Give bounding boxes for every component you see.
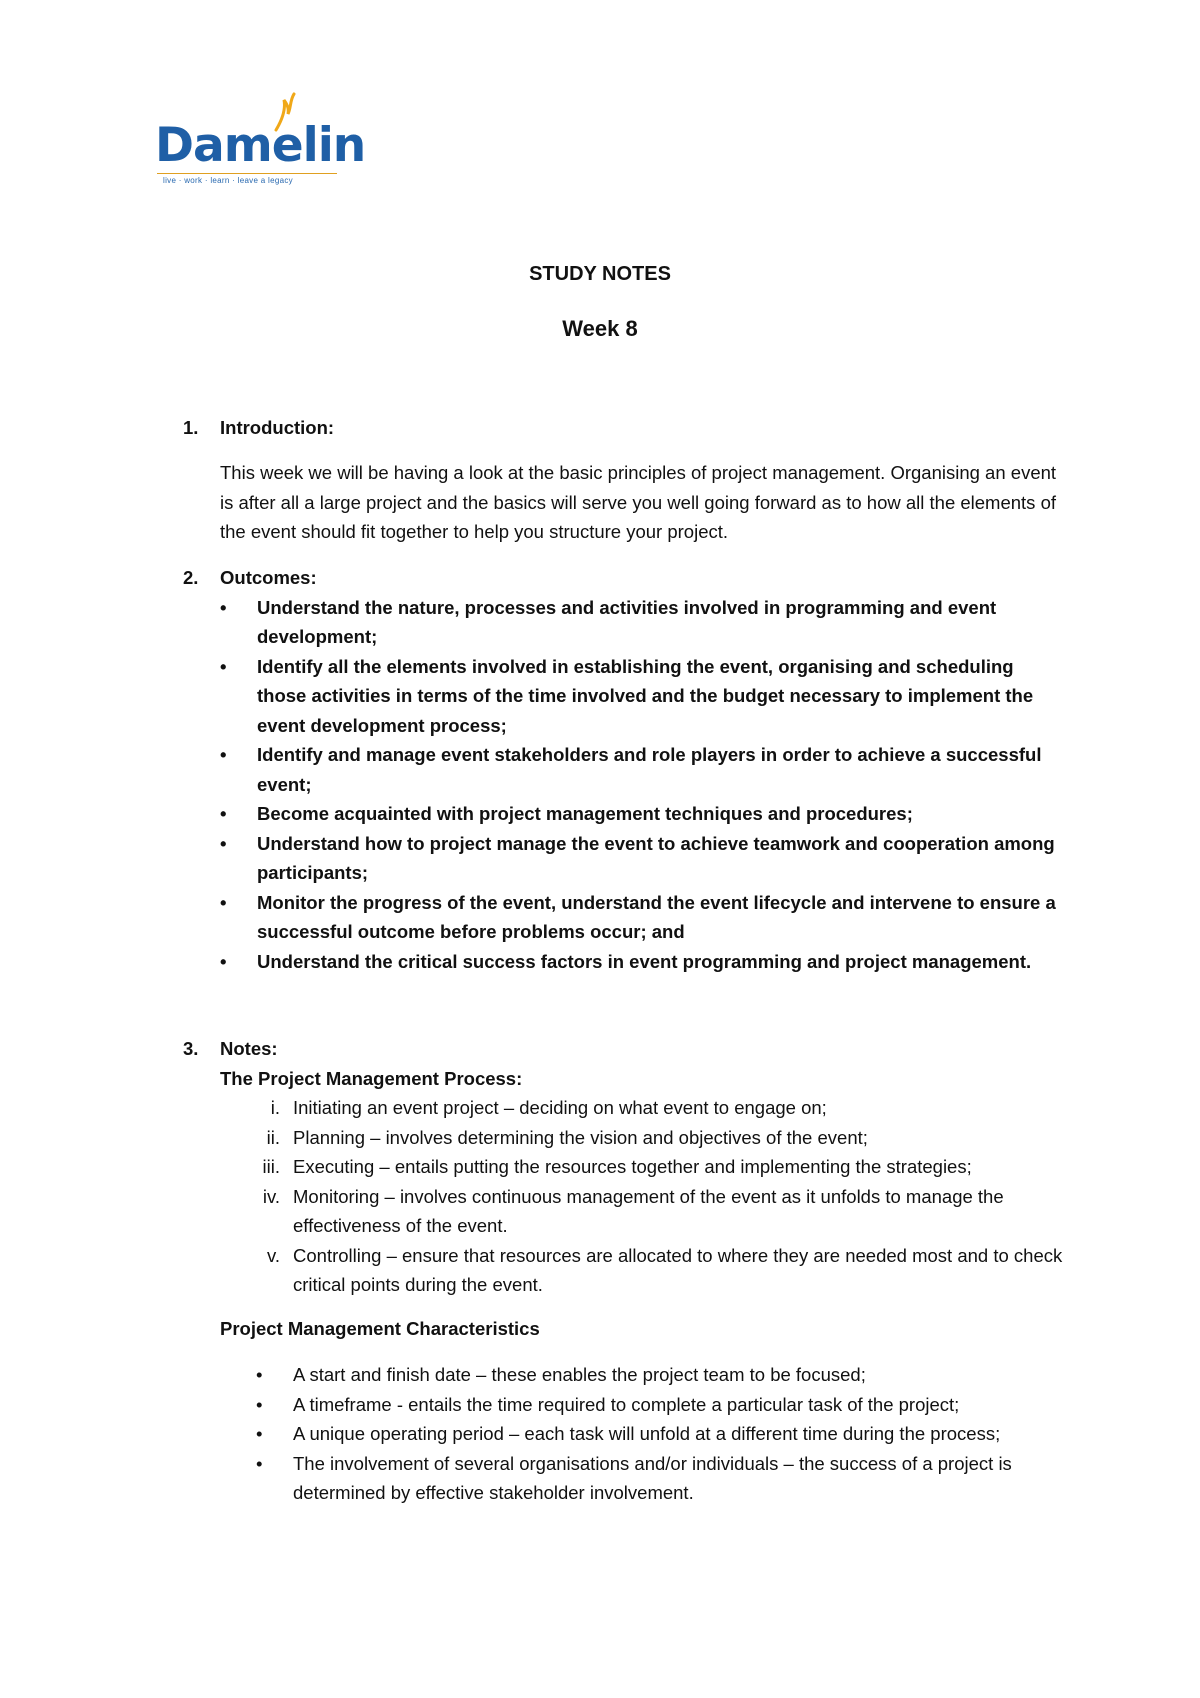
list-item: • Understand how to project manage the event to achieve teamwork and cooperation among participants; [220,829,1065,888]
list-item: • Understand the critical success factors in event programming and project management. [220,947,1065,977]
section-number: 1. [183,417,199,438]
logo-wordmark: Damelin [155,118,366,173]
list-item: • A start and finish date – these enables the project team to be focused; [256,1360,1066,1390]
list-item: i. Initiating an event project – deciding on what event to engage on; [270,1097,827,1118]
damelin-logo [155,92,366,192]
characteristics-list [256,1360,1066,1508]
list-item: iv. Monitoring – involves continuous management of the event as it unfolds to manage the effectiveness of the event. [262,1185,1004,1236]
document-week: Week 8 [562,316,638,341]
section-heading: Introduction: [220,417,335,438]
process-list [220,1093,1065,1300]
logo-tagline: live · work · learn · leave a legacy [163,176,293,185]
list-item: • Monitor the progress of the event, understand the event lifecycle and intervene to ensure a successful outcome before problems occur; and [220,888,1065,947]
document-title: STUDY NOTES [529,263,671,285]
list-item: • Identify and manage event stakeholders and role players in order to achieve a successful event; [220,740,1065,799]
section-number: 3. [183,1038,199,1059]
list-item: • Become acquainted with project management techniques and procedures; [220,799,1065,829]
list-item: • Identify all the elements involved in establishing the event, organising and scheduling those activities in terms of the time involved and the budget necessary to implement the event development process; [220,652,1065,741]
introduction-paragraph: This week we will be having a look at the basic principles of project management. Organising an event is after all a large project and the basics will serve you well going forward as to how all the elements of the event should fit together to help you structure your project. [220,462,1057,542]
section-heading: Outcomes: [220,567,317,588]
list-item: iii. Executing – entails putting the resources together and implementing the strategies; [262,1156,972,1177]
process-heading: The Project Management Process: [220,1067,523,1089]
list-item: v. Controlling – ensure that resources are allocated to where they are needed most and to check critical points during the event. [266,1244,1063,1295]
section-number: 2. [183,567,199,588]
list-item: ii. Planning – involves determining the vision and objectives of the event; [266,1126,868,1148]
outcomes-list [220,593,1065,977]
list-item: • A timeframe - entails the time required to complete a particular task of the project; [256,1390,1066,1420]
list-item: • The involvement of several organisations and/or individuals – the success of a project is determined by effective stakeholder involvement. [256,1449,1066,1508]
section-heading: Notes: [220,1038,278,1059]
characteristics-heading: Project Management Characteristics [220,1318,540,1339]
logo-divider [157,173,337,174]
list-item: • Understand the nature, processes and activities involved in programming and event development; [220,593,1065,652]
list-item: • A unique operating period – each task will unfold at a different time during the process; [256,1419,1066,1449]
